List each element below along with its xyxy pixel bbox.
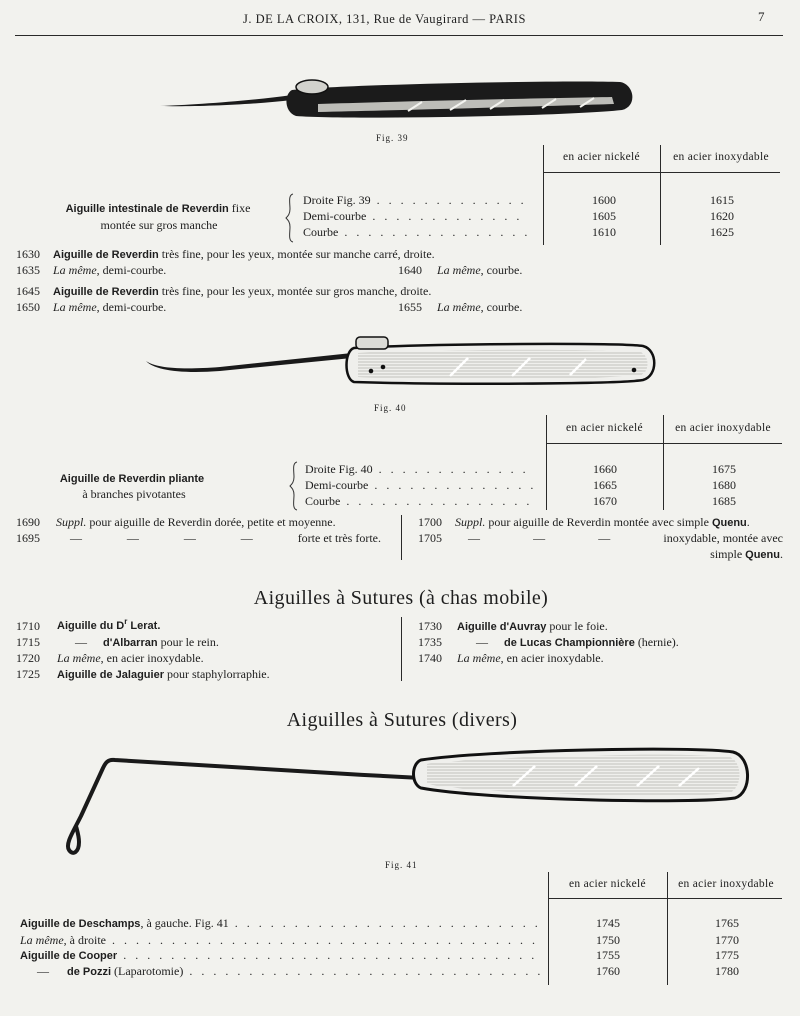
item-text xyxy=(457,650,604,666)
item-description: pour le foie. xyxy=(546,619,608,633)
item-description: , demi-courbe. xyxy=(96,300,167,314)
table2-row-label xyxy=(305,493,533,509)
item-name-italic: La même xyxy=(20,933,64,947)
table3-inox-value: 1775 xyxy=(715,948,739,962)
section-heading: Aiguilles à Sutures (divers) xyxy=(286,709,518,731)
table1-brace xyxy=(284,193,296,243)
item-number: 1635 xyxy=(16,263,40,277)
table1-inox-value: 1615 xyxy=(710,193,734,207)
item-description: , courbe. xyxy=(480,300,523,314)
table3-row-label xyxy=(20,947,540,964)
item-text xyxy=(468,530,783,546)
item-description: , courbe. xyxy=(480,263,523,277)
leader-dots xyxy=(368,478,533,492)
variant-label: Droite Fig. 40 xyxy=(305,462,373,476)
item-number: 1645 xyxy=(16,284,40,298)
table1-inox-value: 1625 xyxy=(710,225,734,239)
item-name-superscript: r xyxy=(124,617,128,626)
table2-row-label xyxy=(305,461,533,477)
table1-nickel-value: 1610 xyxy=(592,225,616,239)
running-header: J. DE LA CROIX, 131, Rue de Vaugirard — PARIS xyxy=(243,12,526,26)
ditto-dash: — xyxy=(75,635,87,649)
item-text xyxy=(457,618,608,635)
item-text xyxy=(457,634,679,651)
item-name-bold: Lerat. xyxy=(127,620,161,632)
item-text xyxy=(53,283,431,300)
leader-dots xyxy=(340,494,533,508)
fig-39-caption: Fig. 39 xyxy=(376,133,409,143)
item-name-bold: Aiguille de Reverdin xyxy=(53,249,159,261)
item-text xyxy=(53,262,166,278)
table3-nickel-value: 1750 xyxy=(596,933,620,947)
item-description: (hernie). xyxy=(634,635,679,649)
leader-dots xyxy=(106,933,540,947)
item-number: 1705 xyxy=(418,531,442,545)
item-name-bold: Aiguille de Cooper xyxy=(20,950,118,962)
item-number: 1730 xyxy=(418,619,442,633)
table1-product-subtitle: montée sur gros manche xyxy=(100,218,218,232)
table3-header-rule xyxy=(548,898,782,899)
item-name-bold: Aiguille de Jalaguier xyxy=(57,669,164,681)
item-name-italic: La même xyxy=(57,651,101,665)
variant-label: Courbe xyxy=(305,494,341,508)
item-description: , en acier inoxydable. xyxy=(100,651,204,665)
item-name-bold: Aiguille de Reverdin xyxy=(53,286,159,298)
table2-brace xyxy=(288,461,300,511)
item-text xyxy=(437,299,522,315)
item-number: 1735 xyxy=(418,635,442,649)
leader-dots xyxy=(338,225,529,239)
ditto-dash: — xyxy=(468,531,480,545)
fig-41-hooked-shaft xyxy=(68,760,421,853)
table1-row-label xyxy=(303,192,529,208)
item-text xyxy=(57,634,219,651)
ditto-dash: — xyxy=(240,531,253,545)
item-description: pour le rein. xyxy=(157,635,219,649)
header-rule xyxy=(15,35,783,36)
item-text xyxy=(57,650,204,666)
item-name-italic: La même xyxy=(53,300,97,314)
item-number: 1690 xyxy=(16,515,40,529)
section-heading: Aiguilles à Sutures (à chas mobile) xyxy=(253,587,549,609)
variant-label: Demi-courbe xyxy=(305,478,369,492)
variant-label: Droite Fig. 39 xyxy=(303,193,371,207)
variant-label: Courbe xyxy=(303,225,339,239)
item-description: (Laparotomie) xyxy=(111,964,184,978)
item-name-italic: La même xyxy=(457,651,501,665)
table3-row-label xyxy=(20,915,540,932)
table3-col-inox-header: en acier inoxydable xyxy=(678,878,774,890)
product-name-bold: Aiguille intestinale de Reverdin xyxy=(65,203,229,215)
table2-nickel-value: 1660 xyxy=(593,462,617,476)
leader-dots xyxy=(373,462,533,476)
item-text xyxy=(455,514,750,531)
item-text xyxy=(53,299,166,315)
item-number: 1695 xyxy=(16,531,40,545)
table1-nickel-value: 1600 xyxy=(592,193,616,207)
table1-row-label xyxy=(303,224,529,240)
fig-39-button xyxy=(296,80,328,94)
fig-41-instrument-illustration xyxy=(55,742,750,858)
item-description-end: . xyxy=(780,547,783,561)
item-name-italic: Suppl. xyxy=(56,515,87,529)
item-number: 1720 xyxy=(16,651,40,665)
fig-39-needle xyxy=(160,95,292,106)
item-description: forte et très forte. xyxy=(297,531,381,545)
item-description: pour aiguille de Reverdin montée avec simple xyxy=(485,515,712,529)
table3-row-label xyxy=(20,932,540,948)
table2-header-rule xyxy=(546,443,782,444)
page-number: 7 xyxy=(758,9,765,24)
fig-40-needle xyxy=(146,353,352,372)
product-name-rest: fixe xyxy=(228,201,251,215)
item-text xyxy=(437,262,522,278)
item-number: 1700 xyxy=(418,515,442,529)
fig-40-button xyxy=(356,337,388,349)
item-text xyxy=(57,666,270,683)
table3-inox-value: 1780 xyxy=(715,964,739,978)
item-name-bold: Aiguille d'Auvray xyxy=(457,621,547,633)
table3-inox-value: 1765 xyxy=(715,916,739,930)
table2-nickel-value: 1670 xyxy=(593,494,617,508)
item-description: , demi-courbe. xyxy=(96,263,167,277)
ditto-dash: — xyxy=(476,635,488,649)
item-name-italic: La même xyxy=(437,263,481,277)
item-number: 1640 xyxy=(398,263,422,277)
leader-dots xyxy=(117,948,540,962)
fig-40-instrument-illustration xyxy=(140,328,660,390)
table1-col-inox-header: en acier inoxydable xyxy=(673,151,769,163)
table3-nickel-value: 1755 xyxy=(596,948,620,962)
ditto-dash: — xyxy=(183,531,196,545)
variant-label: Demi-courbe xyxy=(303,209,367,223)
table1-col-nickel-header: en acier nickelé xyxy=(563,151,640,163)
table2-inox-value: 1680 xyxy=(712,478,736,492)
item-number: 1655 xyxy=(398,300,422,314)
item-text xyxy=(70,530,381,546)
item-description: très fine, pour les yeux, montée sur gros manche, droite. xyxy=(158,284,432,298)
table1-product-name xyxy=(40,200,276,217)
table3-row-label xyxy=(20,963,540,980)
item-description: , en acier inoxydable. xyxy=(500,651,604,665)
table2-inox-value: 1685 xyxy=(712,494,736,508)
ditto-dash: — xyxy=(37,964,49,978)
fig-40-caption: Fig. 40 xyxy=(374,403,407,413)
table2-row-label xyxy=(305,477,533,493)
ditto-dash: — xyxy=(598,531,611,545)
table2-product-name: Aiguille de Reverdin pliante xyxy=(59,473,205,485)
leader-dots xyxy=(366,209,529,223)
item-description: , à droite xyxy=(63,933,106,947)
item-description: pour staphylorraphie. xyxy=(163,667,270,681)
item-number: 1740 xyxy=(418,651,442,665)
table2-col-nickel-header: en acier nickelé xyxy=(566,422,643,434)
item-description: pour aiguille de Reverdin dorée, petite et moyenne. xyxy=(86,515,336,529)
item-text xyxy=(56,514,336,530)
table1-nickel-value: 1605 xyxy=(592,209,616,223)
item-number: 1715 xyxy=(16,635,40,649)
item-name-italic: La même xyxy=(437,300,481,314)
table1-row-label xyxy=(303,208,529,224)
list-column-rule xyxy=(401,617,402,681)
table2-col-inox-header: en acier inoxydable xyxy=(675,422,771,434)
item-number: 1630 xyxy=(16,247,40,261)
ditto-dash: — xyxy=(126,531,139,545)
table3-nickel-value: 1745 xyxy=(596,916,620,930)
item-name-italic: La même xyxy=(53,263,97,277)
table2-product-subtitle: à branches pivotantes xyxy=(82,487,186,501)
item-text-continuation xyxy=(600,546,783,563)
leader-dots xyxy=(229,916,540,930)
table3-nickel-value: 1760 xyxy=(596,964,620,978)
item-description: très fine, pour les yeux, montée sur manche carré, droite. xyxy=(158,247,435,261)
item-number: 1650 xyxy=(16,300,40,314)
item-name-bold: d'Albarran xyxy=(103,637,158,649)
leader-dots xyxy=(371,193,529,207)
item-name-bold: Aiguille de Deschamps xyxy=(20,918,141,930)
table3-col-nickel-header: en acier nickelé xyxy=(569,878,646,890)
table2-inox-value: 1675 xyxy=(712,462,736,476)
item-name-bold: Aiguille du D xyxy=(57,620,125,632)
table3-inox-value: 1770 xyxy=(715,933,739,947)
item-name-bold: Quenu xyxy=(711,517,747,529)
table2-nickel-value: 1665 xyxy=(593,478,617,492)
item-description: inoxydable, montée avec xyxy=(663,531,783,545)
ditto-dash: — xyxy=(70,531,82,545)
table1-inox-value: 1620 xyxy=(710,209,734,223)
item-text xyxy=(57,618,160,634)
item-number: 1710 xyxy=(16,619,40,633)
item-text xyxy=(53,246,435,263)
fig-41-caption: Fig. 41 xyxy=(385,860,418,870)
item-description: simple xyxy=(710,547,746,561)
item-number: 1725 xyxy=(16,667,40,681)
table1-header-rule xyxy=(543,172,780,173)
item-name-italic: Suppl. xyxy=(455,515,486,529)
item-description-end: . xyxy=(746,515,750,529)
ditto-dash: — xyxy=(533,531,546,545)
fig-39-instrument-illustration xyxy=(150,68,640,126)
supplements-column-rule xyxy=(401,515,402,560)
item-name-bold: de Lucas Championnière xyxy=(504,637,635,649)
leader-dots xyxy=(183,964,540,978)
item-name-bold: Quenu xyxy=(745,549,780,561)
item-name-bold: de Pozzi xyxy=(67,966,112,978)
item-description: , à gauche. Fig. 41 xyxy=(140,916,229,930)
